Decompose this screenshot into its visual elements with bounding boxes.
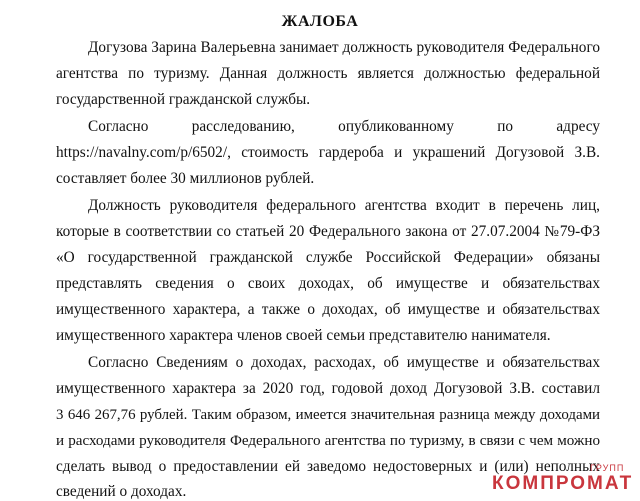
paragraph-4-line-6: сведений о доходах.: [56, 483, 187, 500]
paragraph-2-line-2: https://navalny.com/p/6502/, стоимость гардероба и украшений Догузовой З.В.: [56, 144, 600, 161]
paragraph-3-line-5: имущественного характера, а также о доходах, об имуществе и обязательствах: [56, 301, 600, 318]
paragraph-2-line-3: составляет более 30 миллионов рублей.: [56, 170, 315, 187]
paragraph-3-line-1: Должность руководителя федерального агентства входит в перечень лиц,: [88, 197, 600, 214]
paragraph-2-line-1: Согласно расследованию, опубликованному по адресу: [88, 118, 600, 135]
paragraph-1-line-3: государственной гражданской службы.: [56, 91, 311, 108]
paragraph-4-line-2: имущественного характера за 2020 год, годовой доход Догузовой З.В. составил: [56, 380, 600, 397]
paragraph-4-line-3: 3 646 267,76 рублей. Таким образом, имеется значительная разница между доходами: [56, 407, 600, 423]
paragraph-4-line-1: Согласно Сведениям о доходах, расходах, об имуществе и обязательствах: [88, 354, 600, 371]
paragraph-4-line-4: и расходами руководителя Федерального агентства по туризму, в связи с чем можно: [56, 433, 600, 449]
kompromat-watermark: [492, 463, 632, 497]
watermark-subtext: ГРУПП: [590, 463, 625, 473]
document-title: ЖАЛОБА: [281, 13, 359, 30]
paragraph-1-line-2: агентства по туризму. Данная должность является должностью федеральной: [56, 65, 600, 82]
paragraph-3-line-3: «О государственной гражданской службе Российской Федерации» обязаны: [56, 249, 600, 266]
paragraph-3-line-4: представлять сведения о своих доходах, об имуществе и обязательствах: [56, 275, 600, 292]
paragraph-3-line-6: имущественного характера членов своей семьи представителю нанимателя.: [56, 327, 551, 344]
paragraph-3-line-2: которые в соответствии со статьей 20 Федерального закона от 27.07.2004 №79-ФЗ: [56, 223, 600, 240]
paragraph-1-line-1: Догузова Зарина Валерьевна занимает должность руководителя Федерального: [88, 39, 600, 56]
watermark-text: КОМПРОМАТ: [492, 473, 634, 494]
paragraph-4-line-5: сделать вывод о предоставлении ей заведомо недостоверных и (или) неполных: [56, 458, 600, 475]
